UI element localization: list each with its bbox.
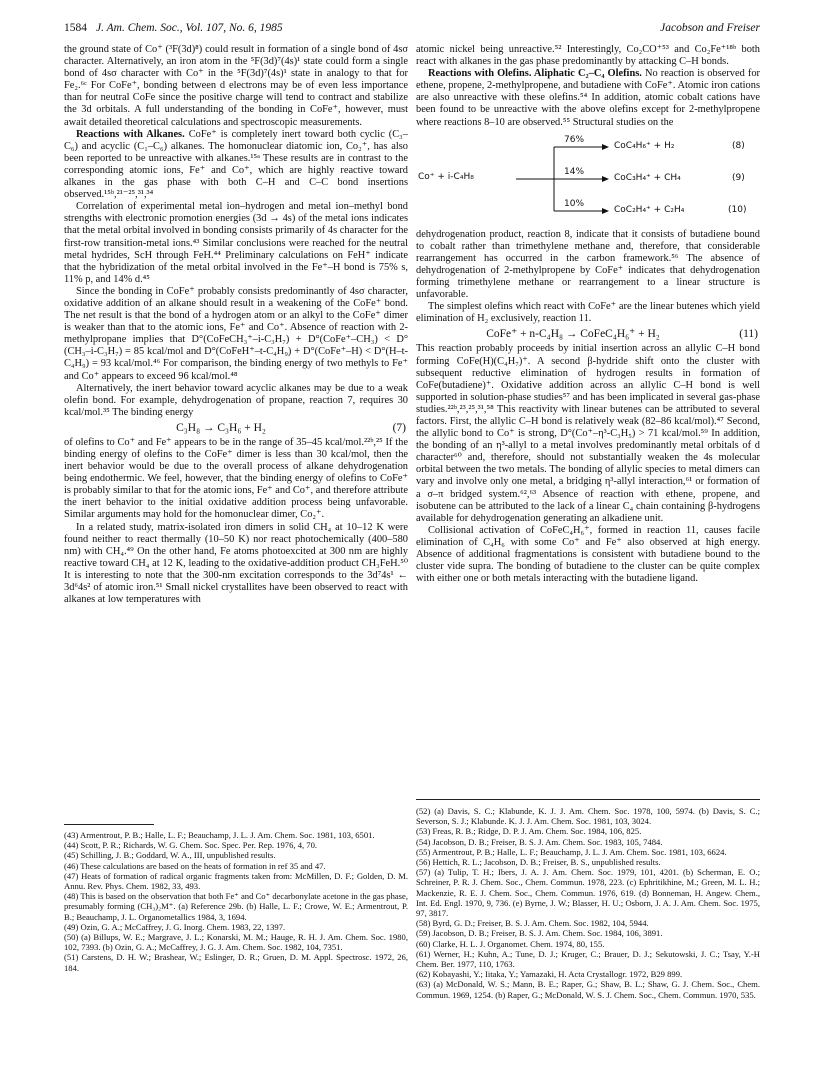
equation-7 xyxy=(64,419,408,437)
scheme-reaction-number: (8) xyxy=(732,140,745,151)
left-column xyxy=(64,44,408,606)
paragraph xyxy=(416,68,760,128)
section-heading: Reactions with Olefins. Aliphatic C₂–C₄ Olefins. xyxy=(428,68,642,80)
arrow-head-icon xyxy=(602,208,609,214)
footnote: (62) Kobayashi, Y.; Iitaka, Y.; Yamazaki, H. Acta Crystallogr. 1972, B29 899. xyxy=(416,969,683,980)
equation-11 xyxy=(416,325,760,343)
paragraph: Alternatively, the inert behavior toward acyclic alkanes may be due to a weak olefin bond. For example, dehydrogenation of propane, reaction 7, requires 30 kcal/mol.³⁵ The binding energy xyxy=(64,382,408,418)
page-number: 1584 xyxy=(64,22,87,34)
footnote: (59) Jacobson, D. B.; Freiser, B. S. J. Am. Chem. Soc. 1984, 106, 3891. xyxy=(416,928,663,939)
paragraph: In a related study, matrix-isolated iron dimers in solid CH₄ at 10–12 K were found neither to react thermally (10–50 K) nor react photochemically (400–580 nm) with CH₄.⁴⁹ On the other hand, Fe atoms photoexcited at 300 nm are highly reactive toward CH₄ at 12 K, leading to the oxidative-addition product CH₃FeH.⁵⁰ It is interesting to note that the 300-nm excitation corresponds to the 3d⁷4s¹ ← 3d⁶4s² of atomic iron.⁵¹ Small nickel crystallites have been observed to react with alkanes at low temperatures with xyxy=(64,521,408,606)
scheme-percent: 76% xyxy=(564,134,585,145)
footnote: (52) (a) Davis, S. C.; Klabunde, K. J. J. Am. Chem. Soc. 1978, 100, 5974. (b) Davis, S. C.; Severson, S. J.; Klabunde. K. J. J. Am. Chem. Soc. 1981, 103, 3024. xyxy=(416,806,760,827)
equation-number: (11) xyxy=(739,328,758,341)
reaction-scheme xyxy=(416,133,760,225)
section-heading: Reactions with Alkanes. xyxy=(76,128,185,140)
paragraph: Since the bonding in CoFe⁺ probably consists predominantly of 4sσ character, oxidative addition of an alkane should result in a weakening of the CoFe⁺ bond. The net result is that the bond of a hydrogen atom or an alkyl to the CoFe⁺ dimer is weaker than that to the atomic ions, Fe⁺ and Co⁺. Absence of reaction with 2-methylpropane implies that D°(CoFeCH₃⁺–i-C₃H₇) + D°(CoFe⁺–CH₃) < D°(CH₃–i-C₃H₇) = 85 kcal/mol and D°(CoFeH⁺–t-C₄H₉) + D°(CoFe⁺–H) < D°(H–t-C₄H₉) = 93 kcal/mol.⁴⁶ For comparison, the binding energy of two methyls to Fe⁺ and Co⁺ appears to exceed 96 kcal/mol.⁴⁸ xyxy=(64,285,408,382)
footnote: (45) Schilling, J. B.; Goddard, W. A., III, unpublished results. xyxy=(64,850,276,861)
footnote: (53) Freas, R. B.; Ridge, D. P. J. Am. Chem. Soc. 1984, 106, 825. xyxy=(416,826,642,837)
scheme-percent: 10% xyxy=(564,198,585,209)
scheme-product: CoC₄H₆⁺ + H₂ xyxy=(614,140,675,151)
right-column xyxy=(416,44,760,585)
header-authors: Jacobson and Freiser xyxy=(660,22,760,34)
footnote: (50) (a) Billups, W. E.; Margrave, J. L.; Konarski, M. M.; Hauge, R. H. J. Am. Chem. Soc. 1980, 102, 7393. (b) Ozin, G. A.; McCaffrey, J. G. J. Am. Chem. Soc. 1982, 104, 7351. xyxy=(64,932,408,953)
paragraph: dehydrogenation product, reaction 8, indicate that it consists of butadiene bound to cobalt rather than trimethylene methane and, therefore, that considerable rearrangement has occurred in the carbon framework.⁵⁶ The absence of dehydrogenation of 2-methylpropene by CoFe⁺ indicates that dehydrogenation forming trimethylene methane or rearrangement to a linear structure is unfavorable. xyxy=(416,228,760,301)
footnote: (49) Ozin, G. A.; McCaffrey, J. G. Inorg. Chem. 1983, 22, 1397. xyxy=(64,921,286,932)
arrow-head-icon xyxy=(602,176,609,182)
paragraph: This reaction probably proceeds by initial insertion across an allylic C–H bond forming CoFe(H)(C₄H₇)⁺. A second β-hydride shift onto the cluster with subsequent reductive elimination of hydrogen results in formation of CoFe(butadiene)⁺. Oxidative addition across an allylic C–H bond is well supported in solution-phase studies⁵⁷ and has been implicated in several gas-phase studies.²²ᵇ,²³,²⁵,³¹,⁵⁸ This reactivity with linear butenes can be attributed to several factors. First, the allylic C–H bond is relatively weak (82–86 kcal/mol).⁴⁷ Second, the allylic bond to Co⁺ is strong, D°(Co⁺–η³-C₃H₅) > 71 kcal/mol.⁵⁹ In addition, the bonding of an η³-allyl to a metal involves predominantly metal orbitals of d character⁶⁰ and, therefore, should not substantially weaken the 4s molecular orbital between the two metals. The bonding of allylic species to metal dimers can vary and involve only one metal, a bridging η³-allyl interaction,⁶¹ or formation of a σ–π bridged system.⁶²,⁶³ Absence of reaction with ethene, propene, and isobutene can be attributed to the lack of a linear C₄ chain containing β-hydrogens available for dehydrogenation generating an alkadiene unit. xyxy=(416,343,760,524)
running-header xyxy=(64,22,760,38)
paragraph: Collisional activation of CoFeC₄H₆⁺, formed in reaction 11, causes facile elimination of C₄H₆ with some Co⁺ and Fe⁺ also observed at high energy. Absence of additional fragmentations is consistent with butadiene bound to the cluster vide supra. The bonding of butadiene to the cluster can be quite complex with either one or both metals interacting with the butadiene ligand. xyxy=(416,524,760,585)
footnotes-right xyxy=(416,806,760,1000)
journal-citation: J. Am. Chem. Soc., Vol. 107, No. 6, 1985 xyxy=(96,22,283,34)
footnote: (51) Carstens, D. H. W.; Brashear, W.; Eslinger, D. R.; Gruen, D. M. Appl. Spectrosc. 1972, 26, 184. xyxy=(64,952,408,973)
footnote: (48) This is based on the observation that both Fe⁺ and Co⁺ decarbonylate acetone in the gas phase, presumably forming (CH₃)₂M⁺. (a) Reference 29b. (b) Halle, L. F.; Crowe, W. E.; Armentrout, P. B.; Beauchamp, J. L. Organometallics 1984, 3, 1694. xyxy=(64,891,408,922)
paragraph-text: CoFe⁺ is completely inert toward both cyclic (C₃–C₆) and acyclic (C₁–C₆) alkanes. The homonuclear diatomic ion, Co₂⁺, has also been reported to be unreactive with alkanes.¹⁵ᵃ These results are in contrast to the corresponding atomic ions, Fe⁺ and Co⁺, which are highly reactive toward alkanes in the gas phase with both C–H and C–C bond insertions observed.¹⁵ᵇ,²¹⁻²⁵,³¹,³⁴ xyxy=(64,128,408,201)
footnote: (60) Clarke, H. L. J. Organomet. Chem. 1974, 80, 155. xyxy=(416,938,605,949)
footnote: (46) These calculations are based on the heats of formation in ref 35 and 47. xyxy=(64,860,326,871)
footnote: (63) (a) McDonald, W. S.; Mann, B. E.; Raper, G.; Shaw, B. L.; Shaw, G. J. Chem. Soc., Chem. Commun. 1969, 1254. (b) Raper, G.; McDonald, W. S. J. Chem. Soc., Chem. Commun. 1970, 535. xyxy=(416,979,760,1000)
paragraph: Correlation of experimental metal ion–hydrogen and metal ion–methyl bond strengths with electronic promotion energies (3d → 4s) of the metal ions indicates that the metal orbital involved in bonding consists primarily of 4s character for the first-row transition-metal ions.⁴³ Similar conclusions were reached for the neutral metal hydrides, ScH through FeH.⁴⁴ Preliminary calculations on FeH⁺ indicate that the hybridization of the metal orbital involved in the Fe⁺–H bond is 75% s, 11% p, and 14% d.⁴⁵ xyxy=(64,201,408,285)
equation-text: CoFe⁺ + n-C₄H₈ → CoFeC₄H₆⁺ + H₂ xyxy=(486,328,660,341)
footnote: (56) Hettich, R. L.; Jacobson, D. B.; Freiser, B. S., unpublished results. xyxy=(416,857,661,868)
footnote-rule xyxy=(416,799,760,800)
scheme-reaction-number: (10) xyxy=(728,204,747,215)
header-left xyxy=(64,22,283,34)
equation-text: C₃H₈ → C₃H₆ + H₂ xyxy=(176,421,266,434)
footnote: (61) Werner, H.; Kuhn, A.; Tune, D. J.; Kruger, C.; Brauer, D. J.; Sekutowski, J. C.; Tsay, Y.-H Chem. Ber. 1977, 110, 1763. xyxy=(416,948,760,970)
scheme-percent: 14% xyxy=(564,166,585,177)
arrow-head-icon xyxy=(602,144,609,150)
scheme-reactant: Co⁺ + i-C₄H₈ xyxy=(418,171,474,182)
scheme-product: CoC₂H₄⁺ + C₂H₄ xyxy=(614,204,685,215)
paragraph xyxy=(64,129,408,202)
paragraph: the ground state of Co⁺ (³F(3d)⁸) could result in formation of a single bond of 4sσ character. Alternatively, an iron atom in the ⁵F(3d)⁷(4s)¹ state could form a single bond of 4sσ character with Co⁺ in the ⁵F(3d)⁷(4s)¹ state in analogy to that for Fe₂.⁶ᶜ For CoFe⁺, bonding between d electrons may be of even less importance than for neutral CoFe since the positive charge will tend to contract and stabilize the 3d orbitals. A full understanding of the bonding in CoFe⁺, however, must await detailed theoretical calculations and spectroscopic measurements. xyxy=(64,44,408,128)
footnote: (44) Scott, P. R.; Richards, W. G. Chem. Soc. Spec. Per. Rep. 1976, 4, 70. xyxy=(64,840,318,851)
footnote: (55) Armentrout, P. B.; Halle, L. F.; Beauchamp, J. L. J. Am. Chem. Soc. 1981, 103, 6624. xyxy=(416,846,727,857)
footnote: (47) Heats of formation of radical organic fragments taken from: McMillen, D. F.; Golden, D. M. Annu. Rev. Phys. Chem. 1982, 33, 493. xyxy=(64,870,408,892)
paragraph: The simplest olefins which react with CoFe⁺ are the linear butenes which yield elimination of H₂ exclusively, reaction 11. xyxy=(416,301,760,325)
scheme-product: CoC₃H₄⁺ + CH₄ xyxy=(614,172,681,183)
paragraph-text: No reaction is observed for ethene, propene, 2-methylpropene, and butadiene with CoFe⁺. Atomic iron cations are also unreactive with these olefins.⁵⁴ In addition, atomic cobalt cations have been found to be unreactive with the above olefins except for 2-methylpropene where reactions 8–10 are observed.⁵⁵ Structural studies on the xyxy=(416,68,761,128)
footnote: (43) Armentrout, P. B.; Halle, L. F.; Beauchamp, J. L. J. Am. Chem. Soc. 1981, 103, 6501. xyxy=(64,830,375,840)
footnote: (54) Jacobson, D. B.; Freiser, B. S. J. Am. Chem. Soc. 1983, 105, 7484. xyxy=(416,836,663,847)
paragraph: of olefins to Co⁺ and Fe⁺ appears to be in the range of 35–45 kcal/mol.²²ᵇ,²⁵ If the binding energy of olefins to the CoFe⁺ dimer is less than 30 kcal/mol, then the inert behavior would be due to the overall process of alkane dehydrogenation being endothermic. We feel, however, that the binding energy of olefins to CoFe⁺ is probably similar to that for the atomic ions, Fe⁺ and Co⁺, and therefore attribute the inert behavior to the initial oxidative addition process being unfavorable. Similar arguments may hold for the homonuclear dimer, Co₂⁺. xyxy=(64,436,408,521)
paragraph: atomic nickel being unreactive.⁵² Interestingly, Co₂CO⁺⁵³ and Co₂Fe⁺¹⁸ᵇ both react with alkanes in the gas phase predominantly by attacking C–H bonds. xyxy=(416,44,760,68)
scheme-reaction-number: (9) xyxy=(732,172,745,183)
footnote: (58) Byrd, G. D.; Freiser, B. S. J. Am. Chem. Soc. 1982, 104, 5944. xyxy=(416,918,649,929)
equation-number: (7) xyxy=(392,421,406,434)
footnote-rule xyxy=(64,824,154,825)
footnotes-left xyxy=(64,830,408,973)
footnote: (57) (a) Tulip, T. H.; Ibers, J. A. J. Am. Chem. Soc. 1979, 101, 4201. (b) Scherman, E. O.; Schreiner, P. R. J. Chem. Soc., Chem. Commun. 1978, 223. (c) Ephritikhine, M.; Green, M. L. H.; Mackenzie, R. E. J. Chem. Soc., Chem. Commun. 1976, 619. (d) Bonneman, H. Angew. Chem., Int. Ed. Engl. 1970, 9, 736. (e) Byrne, J. W.; Blasser, H. U.; Osborn, J. A. J. Am. Chem. Soc. 1975, 97, 3817. xyxy=(416,867,760,919)
